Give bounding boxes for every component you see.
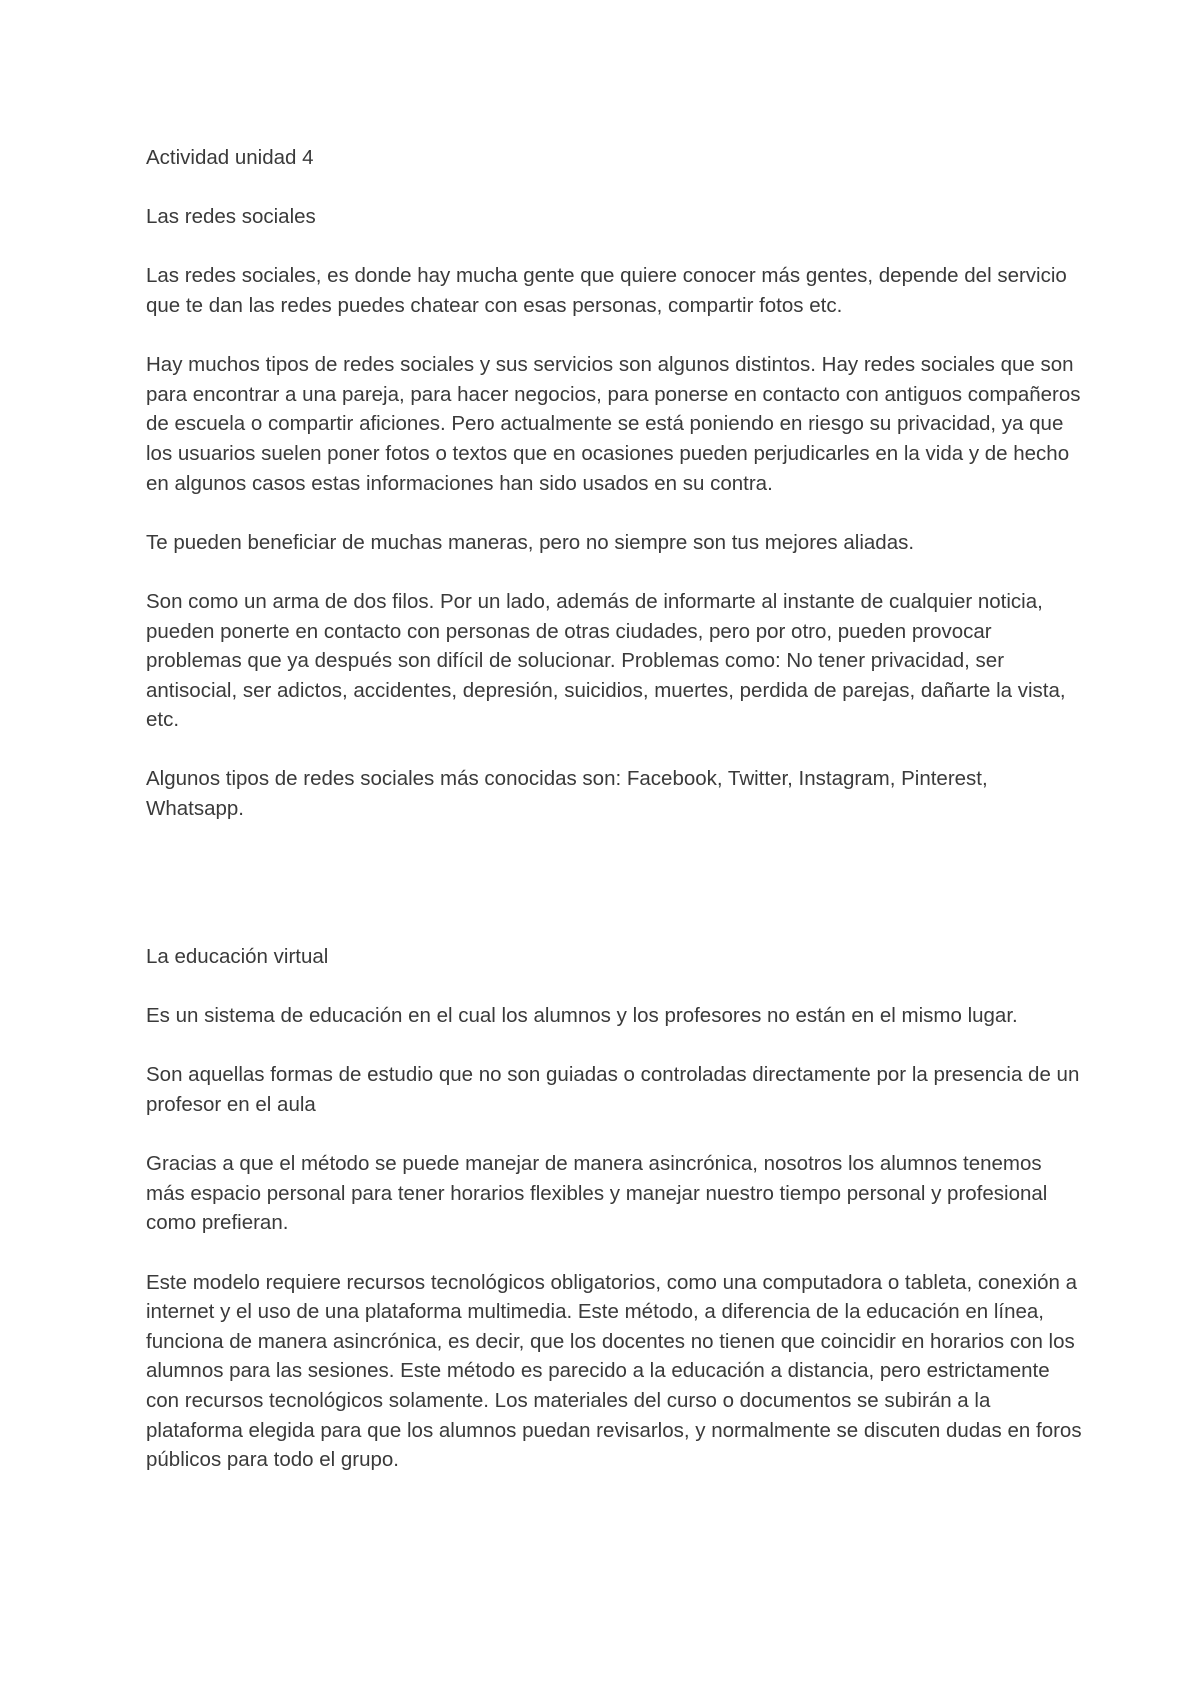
document-body [146,143,1086,1504]
paragraph: Este modelo requiere recursos tecnológicos obligatorios, como una computadora o tableta, conexión a internet y el uso de una plataforma multimedia. Este método, a diferencia de la educación en línea, funciona de manera asincrónica, es decir, que los docentes no tienen que coincidir en horarios con los alumnos para las sesiones. Este método es parecido a la educación a distancia, pero estrictamente con recursos tecnológicos solamente. Los materiales del curso o documentos se subirán a la plataforma elegida para que los alumnos puedan revisarlos, y normalmente se discuten dudas en foros públicos para todo el grupo. [146,1270,1082,1472]
paragraph: Te pueden beneficiar de muchas maneras, pero no siempre son tus mejores aliadas. [146,530,915,554]
section-heading-educacion-virtual: La educación virtual [146,945,329,969]
paragraph: Es un sistema de educación en el cual los alumnos y los profesores no están en el mismo lugar. [146,1004,1018,1028]
paragraph: Algunos tipos de redes sociales más conocidas son: Facebook, Twitter, Instagram, Pinterest, Whatsapp. [146,767,988,821]
paragraph: Hay muchos tipos de redes sociales y sus servicios son algunos distintos. Hay redes sociales que son para encontrar a una pareja, para hacer negocios, para ponerse en contacto con antiguos compañeros de escuela o compartir aficiones. Pero actualmente se está poniendo en riesgo su privacidad, ya que los usuarios suelen poner fotos o textos que en ocasiones pueden perjudicarles en la vida y de hecho en algunos casos estas informaciones han sido usados en su contra. [146,353,1081,495]
paragraph: Las redes sociales, es donde hay mucha gente que quiere conocer más gentes, depende del servicio que te dan las redes puedes chatear con esas personas, compartir fotos etc. [146,264,1067,317]
paragraph: Son aquellas formas de estudio que no son guiadas o controladas directamente por la presencia de un profesor en el aula [146,1063,1080,1117]
paragraph: Son como un arma de dos filos. Por un lado, además de informarte al instante de cualquier noticia, pueden ponerte en contacto con personas de otras ciudades, pero por otro, pueden provocar problemas que ya después son difícil de solucionar. Problemas como: No tener privacidad, ser antisocial, ser adictos, accidentes, depresión, suicidios, muertes, perdida de parejas, dañarte la vista, etc. [146,589,1066,732]
section-spacer [146,853,1086,942]
activity-title: Actividad unidad 4 [146,146,314,169]
paragraph: Gracias a que el método se puede manejar de manera asincrónica, nosotros los alumnos tenemos más espacio personal para tener horarios flexibles y manejar nuestro tiempo personal y profesional como prefieran. [146,1152,1048,1235]
section-heading-redes-sociales: Las redes sociales [146,205,316,229]
